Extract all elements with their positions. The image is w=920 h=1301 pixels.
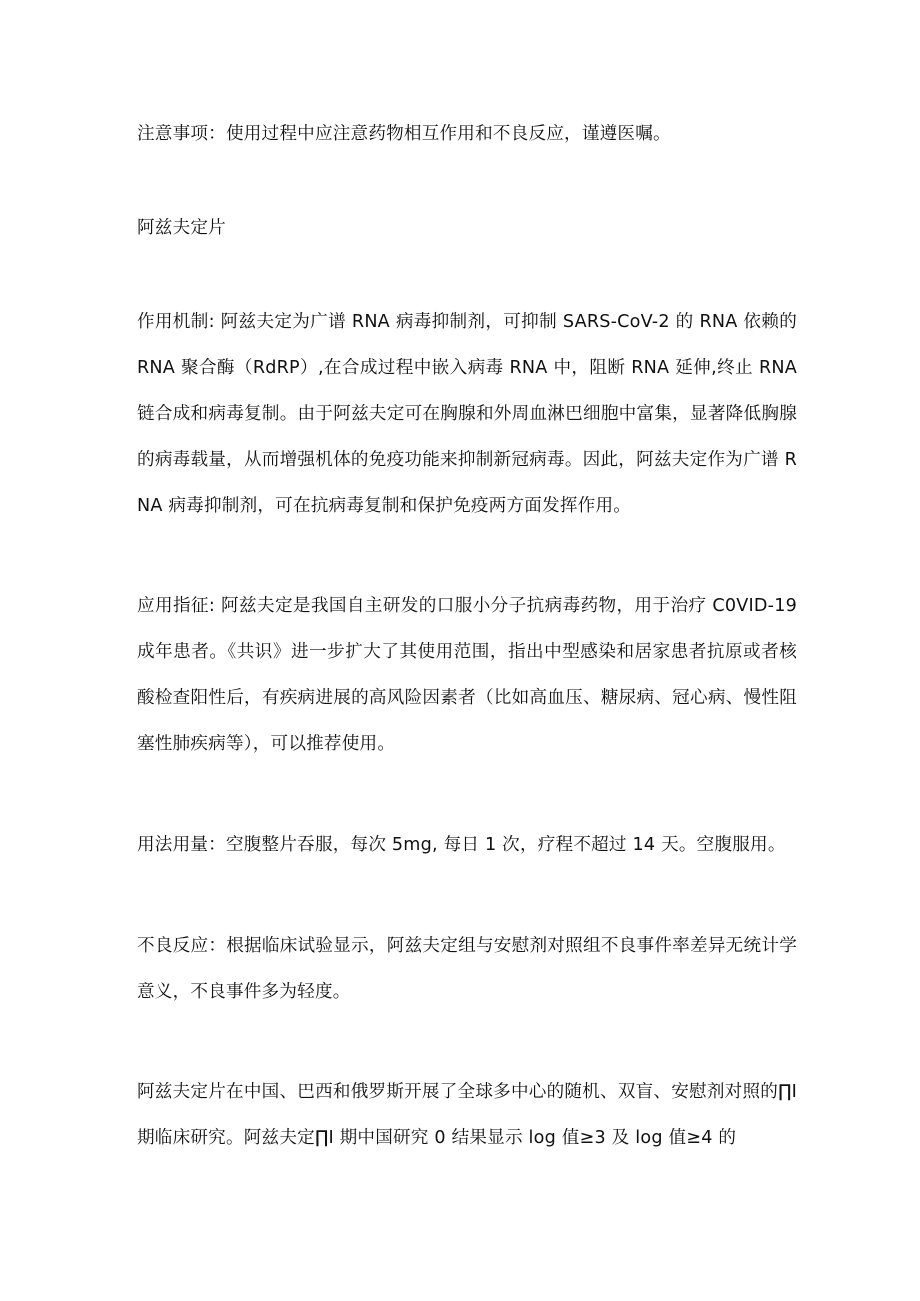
drug-title: 阿兹夫定片 bbox=[137, 218, 226, 238]
precautions-paragraph: 注意事项：使用过程中应注意药物相互作用和不良反应，谨遵医嘱。 bbox=[137, 124, 671, 144]
dosage-paragraph: 用法用量：空腹整片吞服，每次 5mg, 每日 1 次，疗程不超过 14 天。空腹服用。 bbox=[137, 835, 786, 855]
adverse-reactions-paragraph: 不良反应：根据临床试验显示，阿兹夫定组与安慰剂对照组不良事件率差异无统计学意义，不良事件多为轻度。 bbox=[137, 936, 797, 1002]
clinical-study-paragraph: 阿兹夫定片在中国、巴西和俄罗斯开展了全球多中心的随机、双盲、安慰剂对照的∏I 期临床研究。阿兹夫定∏I 期中国研究 0 结果显示 log 值≥3 及 log 值≥4 的 bbox=[137, 1082, 797, 1148]
indications-paragraph: 应用指征: 阿兹夫定是我国自主研发的口服小分子抗病毒药物，用于治疗 C0VID-19 成年患者。《共识》进一步扩大了其使用范围，指出中型感染和居家患者抗原或者核酸检查阳性后，有疾病进展的高风险因素者（比如高血压、糖尿病、冠心病、慢性阻塞性肺疾病等），可以推荐使用。 bbox=[137, 596, 797, 754]
mechanism-paragraph: 作用机制: 阿兹夫定为广谱 RNA 病毒抑制剂，可抑制 SARS-CoV-2 的 RNA 依赖的 RNA 聚合酶（RdRP）,在合成过程中嵌入病毒 RNA 中，阻断 RNA 延伸,终止 RNA 链合成和病毒复制。由于阿兹夫定可在胸腺和外周血淋巴细胞中富集，显著降低胸腺的病毒载量，从而增强机体的免疫功能来抑制新冠病毒。因此，阿兹夫定作为广谱 RNA 病毒抑制剂，可在抗病毒复制和保护免疫两方面发挥作用。 bbox=[137, 312, 797, 516]
